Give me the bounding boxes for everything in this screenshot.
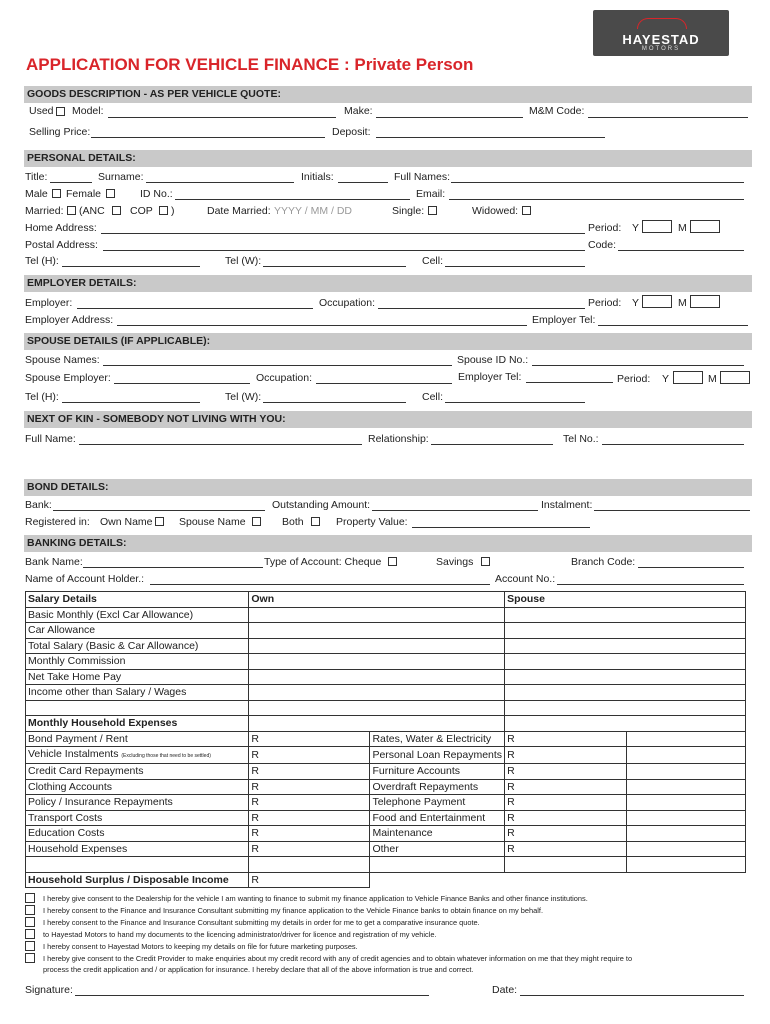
table-row: [26, 841, 746, 857]
expense-label: Credit Card Repayments: [26, 764, 249, 780]
savings-checkbox[interactable]: [481, 557, 490, 566]
id-no-label: ID No.:: [140, 188, 173, 200]
salary-own-cell[interactable]: [249, 607, 505, 623]
spouse-period-m-label: M: [708, 373, 717, 385]
outstanding-field[interactable]: [372, 510, 538, 511]
salary-spouse-cell[interactable]: [505, 654, 746, 670]
goods-section-header: GOODS DESCRIPTION - AS PER VEHICLE QUOTE:: [24, 86, 752, 103]
expense-amount[interactable]: R: [249, 764, 370, 780]
selling-price-field[interactable]: [91, 137, 325, 138]
consent-checkbox[interactable]: [25, 941, 35, 951]
tel-w-label: Tel (W):: [225, 255, 262, 267]
widowed-label: Widowed:: [472, 205, 519, 217]
title-field[interactable]: [50, 182, 92, 183]
used-label: Used: [29, 105, 54, 117]
surplus-row: [26, 872, 746, 888]
widowed-checkbox[interactable]: [522, 206, 531, 215]
cop-close-paren: ): [171, 205, 175, 217]
expense-amount[interactable]: R: [505, 841, 627, 857]
company-logo: [593, 10, 729, 56]
property-value-field[interactable]: [412, 527, 590, 528]
own-name-checkbox[interactable]: [155, 517, 164, 526]
home-period-years-box[interactable]: [642, 220, 672, 233]
employer-tel-field[interactable]: [598, 325, 748, 326]
outstanding-label: Outstanding Amount:: [272, 499, 371, 511]
cell-label: Cell:: [422, 255, 444, 267]
date-field[interactable]: [520, 995, 744, 996]
table-row: [26, 623, 746, 639]
kin-full-name-field[interactable]: [79, 444, 362, 445]
salary-spouse-cell[interactable]: [505, 638, 746, 654]
expense-label: Other: [370, 841, 505, 857]
date-label: Date:: [492, 984, 518, 996]
expense-label: Education Costs: [26, 826, 249, 842]
table-row: [26, 654, 746, 670]
table-row: [26, 795, 746, 811]
consent-checkbox[interactable]: [25, 917, 35, 927]
female-checkbox[interactable]: [106, 189, 115, 198]
registered-in-label: Registered in:: [25, 516, 90, 528]
page-title: APPLICATION FOR VEHICLE FINANCE : Private Person: [26, 55, 474, 74]
used-checkbox[interactable]: [56, 107, 65, 116]
spouse-employer-tel-field[interactable]: [526, 382, 613, 383]
salary-header-row: [26, 592, 746, 608]
expense-extra: [626, 826, 745, 842]
expense-label: Bond Payment / Rent: [26, 731, 249, 747]
expense-note: (Excluding those that need to be settled): [121, 753, 211, 759]
spouse-id-label: Spouse ID No.:: [457, 354, 529, 366]
bond-section-header: BOND DETAILS:: [24, 479, 752, 496]
branch-code-label: Branch Code:: [571, 556, 636, 568]
kin-tel-label: Tel No.:: [563, 433, 599, 445]
deposit-field[interactable]: [376, 137, 605, 138]
cop-label: COP: [130, 205, 153, 217]
spouse-tel-w-label: Tel (W):: [225, 391, 262, 403]
spouse-id-field[interactable]: [532, 365, 744, 366]
spouse-name-checkbox[interactable]: [252, 517, 261, 526]
account-type-label: Type of Account: Cheque: [264, 556, 382, 568]
table-row: [26, 685, 746, 701]
expense-amount[interactable]: R: [505, 764, 627, 780]
spouse-period-label: Period:: [617, 373, 651, 385]
initials-label: Initials:: [301, 171, 334, 183]
salary-row-label: Net Take Home Pay: [26, 669, 249, 685]
model-field[interactable]: [108, 117, 336, 118]
kin-full-name-label: Full Name:: [25, 433, 76, 445]
consent-text: I hereby give consent to the Credit Provider to make enquiries about my credit record with any of credit agencies and to obtain whatever information on me that they might require to: [43, 954, 633, 963]
employer-address-field[interactable]: [117, 325, 527, 326]
employer-section-header: EMPLOYER DETAILS:: [24, 275, 752, 292]
spouse-tel-w-field[interactable]: [263, 402, 406, 403]
model-label: Model:: [72, 105, 104, 117]
surplus-label: Household Surplus / Disposable Income: [26, 872, 249, 888]
spouse-occupation-label: Occupation:: [256, 372, 313, 384]
salary-row-label: Income other than Salary / Wages: [26, 685, 249, 701]
signature-label: Signature:: [25, 984, 73, 996]
expense-amount[interactable]: R: [249, 795, 370, 811]
expense-amount[interactable]: R: [505, 779, 627, 795]
married-label: Married:: [25, 205, 64, 217]
expense-label: Transport Costs: [26, 810, 249, 826]
expenses-header-row: [26, 716, 746, 732]
expense-extra: [626, 731, 745, 747]
salary-spouse-cell[interactable]: [505, 623, 746, 639]
surname-field[interactable]: [146, 182, 294, 183]
consent-text: I hereby consent to the Finance and Insurance Consultant submitting my finance application to the Vehicle Finance banks to obtain finance on my behalf.: [43, 906, 543, 915]
expense-label-text: Vehicle Instalments: [28, 748, 119, 760]
expense-label: Furniture Accounts: [370, 764, 505, 780]
expense-amount[interactable]: R: [505, 795, 627, 811]
spacer-cell: [370, 857, 505, 873]
table-row: [26, 607, 746, 623]
salary-details-header: Salary Details: [26, 592, 249, 608]
salary-own-cell[interactable]: [249, 685, 505, 701]
consent-checkbox[interactable]: [25, 929, 35, 939]
expense-label: Overdraft Repayments: [370, 779, 505, 795]
spacer-cell: [249, 700, 505, 716]
expense-amount[interactable]: R: [505, 747, 627, 764]
tel-h-field[interactable]: [62, 266, 200, 267]
deposit-label: Deposit:: [332, 126, 371, 138]
employer-label: Employer:: [25, 297, 73, 309]
table-row: [26, 747, 746, 764]
bank-name-field[interactable]: [83, 567, 263, 568]
expense-amount[interactable]: R: [505, 810, 627, 826]
consent-text: I hereby consent to Hayestad Motors to keeping my details on file for future marketing purposes.: [43, 942, 358, 951]
consent-text: I hereby give consent to the Dealership for the vehicle I am wanting to finance to submit my finance application to Vehicle Finance Banks and other finance institutions.: [43, 894, 588, 903]
home-period-y-label: Y: [632, 222, 640, 234]
instalment-field[interactable]: [594, 510, 750, 511]
spouse-section-header: SPOUSE DETAILS (IF APPLICABLE):: [24, 333, 752, 350]
salary-spouse-cell[interactable]: [505, 685, 746, 701]
expense-extra: [626, 841, 745, 857]
employer-period-months-box[interactable]: [690, 295, 720, 308]
tel-h-label: Tel (H):: [25, 255, 59, 267]
anc-checkbox[interactable]: [112, 206, 121, 215]
home-period-months-box[interactable]: [690, 220, 720, 233]
employer-occupation-field[interactable]: [378, 308, 585, 309]
salary-own-cell[interactable]: [249, 669, 505, 685]
spouse-occupation-field[interactable]: [316, 383, 452, 384]
employer-period-y-label: Y: [632, 297, 640, 309]
consent-text: I hereby consent to the Finance and Insurance Consultant submitting my details in order for me to get a comparative insurance quote.: [43, 918, 480, 927]
cop-checkbox[interactable]: [159, 206, 168, 215]
spacer-cell: [505, 857, 627, 873]
spouse-period-years-box[interactable]: [673, 371, 703, 384]
spacer-cell: [626, 857, 745, 873]
spouse-cell-label: Cell:: [422, 391, 444, 403]
salary-row-label: Total Salary (Basic & Car Allowance): [26, 638, 249, 654]
salary-own-header: Own: [249, 592, 505, 608]
spouse-names-field[interactable]: [103, 365, 452, 366]
home-address-label: Home Address:: [25, 222, 97, 234]
spouse-period-y-label: Y: [662, 373, 670, 385]
car-icon: [637, 18, 687, 29]
make-label: Make:: [344, 105, 373, 117]
date-married-field[interactable]: YYYY / MM / DD: [274, 205, 352, 217]
expense-amount[interactable]: R: [505, 826, 627, 842]
table-row: [26, 779, 746, 795]
account-no-field[interactable]: [557, 584, 744, 585]
tel-w-field[interactable]: [263, 266, 406, 267]
expense-extra: [626, 764, 745, 780]
financial-table: [25, 591, 746, 888]
married-checkbox[interactable]: [67, 206, 76, 215]
surplus-amount[interactable]: R: [249, 872, 370, 888]
branch-code-field[interactable]: [638, 567, 744, 568]
consent-text: to Hayestad Motors to hand my documents to the licencing administrator/driver for licence and registration of my vehicle.: [43, 930, 437, 939]
spouse-period-months-box[interactable]: [720, 371, 750, 384]
spouse-employer-field[interactable]: [114, 383, 250, 384]
salary-own-cell[interactable]: [249, 638, 505, 654]
title-label: Title:: [25, 171, 48, 183]
spacer-cell: [505, 700, 746, 716]
female-label: Female: [66, 188, 102, 200]
table-row: [26, 810, 746, 826]
date-married-label: Date Married:: [207, 205, 271, 217]
single-checkbox[interactable]: [428, 206, 437, 215]
bond-bank-field[interactable]: [53, 510, 265, 511]
expense-amount[interactable]: R: [249, 747, 370, 764]
expense-label: Clothing Accounts: [26, 779, 249, 795]
id-no-field[interactable]: [175, 199, 410, 200]
employer-address-label: Employer Address:: [25, 314, 114, 326]
expense-extra: [626, 747, 745, 764]
consent-checkbox[interactable]: [25, 905, 35, 915]
salary-own-cell[interactable]: [249, 654, 505, 670]
email-field[interactable]: [449, 199, 744, 200]
home-period-label: Period:: [588, 222, 622, 234]
spacer-cell: [26, 700, 249, 716]
anc-label: (ANC: [79, 205, 105, 217]
both-label: Both: [282, 516, 304, 528]
employer-occupation-label: Occupation:: [319, 297, 376, 309]
expense-amount[interactable]: R: [249, 810, 370, 826]
employer-tel-label: Employer Tel:: [532, 314, 596, 326]
expense-amount[interactable]: R: [249, 826, 370, 842]
mm-code-field[interactable]: [588, 117, 748, 118]
employer-period-years-box[interactable]: [642, 295, 672, 308]
expense-label: Household Expenses: [26, 841, 249, 857]
employer-field[interactable]: [77, 308, 313, 309]
single-label: Single:: [392, 205, 425, 217]
expense-label: Maintenance: [370, 826, 505, 842]
spouse-tel-h-label: Tel (H):: [25, 391, 59, 403]
consent-checkbox[interactable]: [25, 953, 35, 963]
expense-extra: [626, 795, 745, 811]
spacer-cell: [249, 716, 505, 732]
full-names-label: Full Names:: [394, 171, 451, 183]
expense-label: Rates, Water & Electricity: [370, 731, 505, 747]
kin-section-header: NEXT OF KIN - SOMEBODY NOT LIVING WITH YOU:: [24, 411, 752, 428]
salary-own-cell[interactable]: [249, 623, 505, 639]
expense-label: Policy / Insurance Repayments: [26, 795, 249, 811]
expense-label: Telephone Payment: [370, 795, 505, 811]
mm-code-label: M&M Code:: [529, 105, 585, 117]
employer-period-label: Period:: [588, 297, 622, 309]
spouse-names-label: Spouse Names:: [25, 354, 100, 366]
spouse-cell-field[interactable]: [445, 402, 585, 403]
account-holder-label: Name of Account Holder.:: [25, 573, 145, 585]
table-row: [26, 764, 746, 780]
expense-amount[interactable]: R: [249, 779, 370, 795]
salary-row-label: Car Allowance: [26, 623, 249, 639]
instalment-label: Instalment:: [541, 499, 593, 511]
logo-name: HAYESTAD: [622, 32, 700, 47]
spouse-tel-h-field[interactable]: [62, 402, 200, 403]
expense-label: [26, 747, 249, 764]
spacer-cell: [370, 872, 746, 888]
home-address-field[interactable]: [101, 233, 585, 234]
kin-relationship-field[interactable]: [431, 444, 553, 445]
logo-sub: MOTORS: [641, 46, 681, 52]
cheque-checkbox[interactable]: [388, 557, 397, 566]
consent-text: process the credit application and / or application for insurance. I hereby declare that all of the above information is true and correct.: [43, 965, 474, 974]
home-period-m-label: M: [678, 222, 687, 234]
expense-extra: [626, 810, 745, 826]
signature-field[interactable]: [75, 995, 429, 996]
bank-name-label: Bank Name:: [25, 556, 83, 568]
initials-field[interactable]: [338, 182, 388, 183]
spacer-cell: [249, 857, 370, 873]
expense-amount[interactable]: R: [249, 841, 370, 857]
male-label: Male: [25, 188, 48, 200]
table-row: [26, 700, 746, 716]
expense-label: Personal Loan Repayments: [370, 747, 505, 764]
surname-label: Surname:: [98, 171, 144, 183]
expenses-header: Monthly Household Expenses: [26, 716, 249, 732]
cell-field[interactable]: [445, 266, 585, 267]
bond-bank-label: Bank:: [25, 499, 52, 511]
code-label: Code:: [588, 239, 617, 251]
kin-relationship-label: Relationship:: [368, 433, 429, 445]
salary-spouse-cell[interactable]: [505, 607, 746, 623]
kin-tel-field[interactable]: [602, 444, 744, 445]
salary-row-label: Monthly Commission: [26, 654, 249, 670]
savings-label: Savings: [436, 556, 474, 568]
salary-spouse-cell[interactable]: [505, 669, 746, 685]
spouse-name-label: Spouse Name: [179, 516, 246, 528]
spacer-cell: [505, 716, 746, 732]
selling-price-label: Selling Price:: [29, 126, 91, 138]
postal-address-field[interactable]: [103, 250, 585, 251]
spouse-employer-tel-label: Employer Tel:: [458, 371, 522, 383]
male-checkbox[interactable]: [52, 189, 61, 198]
both-checkbox[interactable]: [311, 517, 320, 526]
table-row: [26, 857, 746, 873]
expense-amount[interactable]: R: [249, 731, 370, 747]
employer-period-m-label: M: [678, 297, 687, 309]
expense-label: Food and Entertainment: [370, 810, 505, 826]
full-names-field[interactable]: [451, 182, 744, 183]
expense-amount[interactable]: R: [505, 731, 627, 747]
table-row: [26, 826, 746, 842]
account-no-label: Account No.:: [495, 573, 556, 585]
table-row: [26, 638, 746, 654]
personal-section-header: PERSONAL DETAILS:: [24, 150, 752, 167]
email-label: Email:: [416, 188, 446, 200]
salary-row-label: Basic Monthly (Excl Car Allowance): [26, 607, 249, 623]
banking-section-header: BANKING DETAILS:: [24, 535, 752, 552]
own-name-label: Own Name: [100, 516, 153, 528]
salary-spouse-header: Spouse: [505, 592, 746, 608]
expense-extra: [626, 779, 745, 795]
postal-address-label: Postal Address:: [25, 239, 98, 251]
table-row: [26, 731, 746, 747]
spouse-employer-label: Spouse Employer:: [25, 372, 111, 384]
property-value-label: Property Value:: [336, 516, 408, 528]
account-holder-field[interactable]: [150, 584, 490, 585]
spacer-cell: [26, 857, 249, 873]
table-row: [26, 669, 746, 685]
code-field[interactable]: [618, 250, 744, 251]
consent-checkbox[interactable]: [25, 893, 35, 903]
make-field[interactable]: [376, 117, 523, 118]
